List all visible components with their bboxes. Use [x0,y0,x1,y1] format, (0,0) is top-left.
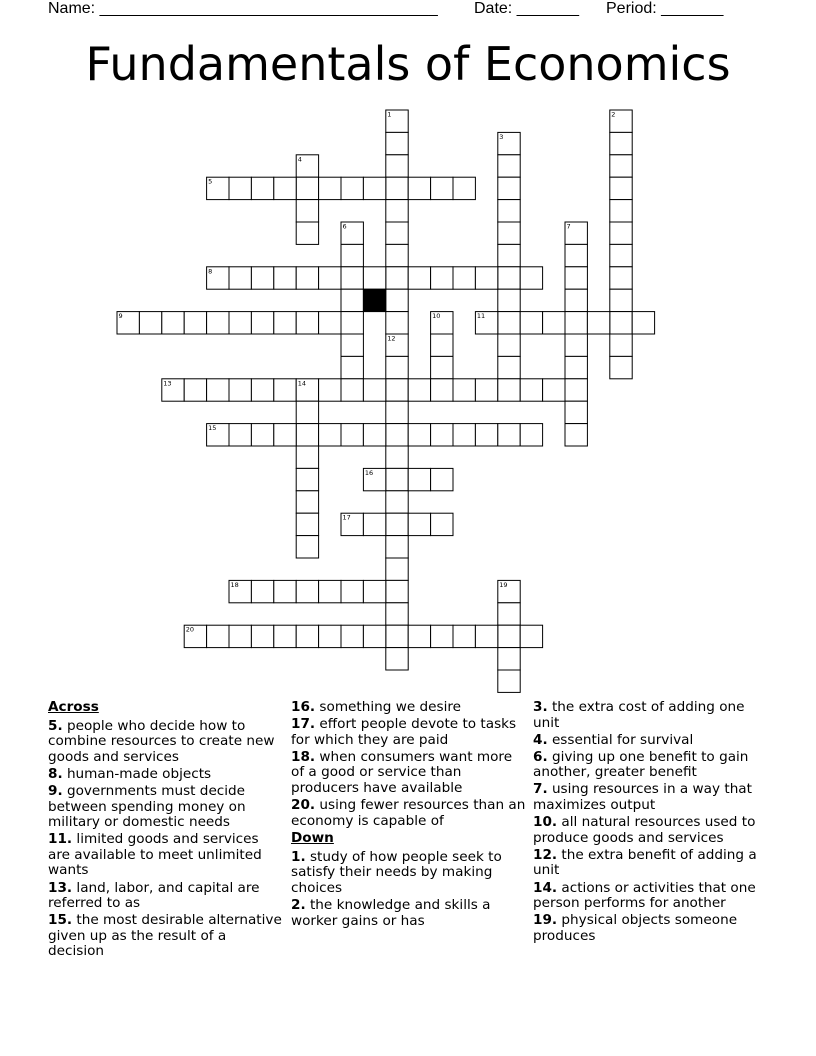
grid-cell[interactable] [386,312,408,334]
grid-cell[interactable] [296,267,318,289]
clue-number: 16. [291,699,316,715]
grid-cell[interactable] [386,401,408,423]
clue-number: 5. [48,717,63,734]
grid-cell[interactable] [543,379,565,401]
grid-cell[interactable] [610,289,632,311]
grid-cell[interactable] [408,513,430,535]
grid-cell[interactable] [453,267,475,289]
clue-number-label: 19 [499,580,508,589]
grid-cell[interactable] [498,200,520,222]
grid-cell[interactable] [431,356,453,378]
grid-cell[interactable] [386,155,408,177]
grid-cell[interactable] [274,267,296,289]
grid-cell[interactable] [408,468,430,490]
grid-cell[interactable] [610,356,632,378]
grid-cell[interactable] [363,625,385,647]
clue-text: essential for survival [547,731,694,748]
clue-number-label: 3 [499,132,504,141]
grid-cell[interactable] [341,334,363,356]
grid-cell[interactable] [498,177,520,199]
grid-cell[interactable] [610,267,632,289]
clue-item [533,913,769,944]
clue-item [533,881,769,912]
grid-cell[interactable] [565,244,587,266]
grid-cell[interactable] [139,312,161,334]
grid-cell[interactable] [274,580,296,602]
grid-cell[interactable] [498,244,520,266]
clue-number: 14. [533,879,558,896]
clue-text: the most desirable alternative given up as the result of a decision [48,912,282,960]
grid-cell[interactable] [498,670,520,692]
grid-cell[interactable] [453,424,475,446]
clue-text: all natural resources used to produce goods and services [533,814,756,846]
clue-text: using fewer resources than an economy is capable of [291,797,526,829]
grid-cell[interactable] [386,648,408,670]
grid-cell[interactable] [498,267,520,289]
grid-cell[interactable] [251,625,273,647]
clue-item [291,700,527,716]
grid-cell[interactable] [296,625,318,647]
clue-text: the extra cost of adding one unit [533,699,745,731]
grid-cell[interactable] [251,177,273,199]
grid-cell[interactable] [520,267,542,289]
grid-cell[interactable] [498,379,520,401]
clue-number-label: 14 [297,379,306,388]
grid-cell[interactable] [229,625,251,647]
grid-cell[interactable] [610,177,632,199]
grid-cell[interactable] [453,177,475,199]
clue-item [291,798,527,829]
grid-cell[interactable] [363,513,385,535]
grid-cell[interactable] [319,177,341,199]
grid-cell[interactable] [543,312,565,334]
clue-number: 2. [291,897,306,914]
grid-cell[interactable] [341,244,363,266]
clue-item [533,733,769,749]
clue-number: 15. [48,912,73,929]
clue-number-label: 10 [432,312,441,321]
grid-cell[interactable] [386,446,408,468]
clue-text: when consumers want more of a good or service than producers have available [291,748,513,796]
grid-cell[interactable] [453,625,475,647]
grid-cell[interactable] [296,513,318,535]
clue-number: 13. [48,879,73,896]
clue-text: limited goods and services are available to meet unlimited wants [48,831,262,879]
grid-cell[interactable] [363,424,385,446]
grid-cell[interactable] [565,379,587,401]
grid-cell[interactable] [498,625,520,647]
name-field[interactable]: Name: ______________________________________ [48,0,438,17]
grid-cell[interactable] [475,267,497,289]
clue-number-label: 6 [342,222,347,231]
grid-cell[interactable] [565,401,587,423]
grid-cell[interactable] [386,289,408,311]
grid-cell[interactable] [408,424,430,446]
grid-cell[interactable] [386,513,408,535]
grid-cell[interactable] [363,267,385,289]
grid-cell[interactable] [386,491,408,513]
grid-cell[interactable] [498,603,520,625]
grid-cell[interactable] [386,177,408,199]
grid-cell[interactable] [229,267,251,289]
grid-cell[interactable] [274,379,296,401]
clue-number: 9. [48,782,63,799]
clue-text: governments must decide between spending money on military or domestic needs [48,782,246,831]
clue-number-label: 13 [163,379,172,388]
clue-number-label: 11 [476,312,486,321]
grid-cell[interactable] [363,177,385,199]
grid-cell[interactable] [498,289,520,311]
clue-number: 7. [533,781,548,798]
grid-cell[interactable] [341,267,363,289]
grid-cell[interactable] [475,379,497,401]
clue-text: the knowledge and skills a worker gains or has [291,897,491,929]
clue-item [48,832,284,879]
grid-cell[interactable] [408,177,430,199]
grid-cell[interactable] [296,446,318,468]
clue-number-label: 1 [387,110,392,119]
grid-cell[interactable] [363,379,385,401]
grid-cell[interactable] [184,379,206,401]
grid-cell[interactable] [296,222,318,244]
grid-cell[interactable] [632,312,654,334]
grid-cell[interactable] [386,558,408,580]
grid-cell[interactable] [386,379,408,401]
clue-item [533,848,769,879]
grid-cell[interactable] [610,132,632,154]
clue-item [533,782,769,813]
grid-cell[interactable] [408,379,430,401]
clue-item [533,700,769,731]
grid-cell[interactable] [610,334,632,356]
clue-text: physical objects someone produces [533,912,738,944]
grid-cell[interactable] [296,177,318,199]
down-clue-list-continued [533,700,769,944]
grid-cell[interactable] [587,312,609,334]
clue-number-label: 20 [185,625,194,634]
grid-cell[interactable] [296,401,318,423]
grid-cell[interactable] [296,200,318,222]
down-heading: Down [291,830,334,847]
grid-cell[interactable] [296,312,318,334]
grid-cell[interactable] [610,200,632,222]
clue-text: human-made objects [62,765,212,782]
grid-cell[interactable] [386,222,408,244]
grid-cell[interactable] [498,648,520,670]
grid-cell[interactable] [341,289,363,311]
clue-number: 12. [533,846,558,863]
grid-cell[interactable] [319,267,341,289]
grid-cell[interactable] [341,379,363,401]
grid-cell[interactable] [431,625,453,647]
grid-cell[interactable] [386,200,408,222]
clue-text: something we desire [315,699,462,715]
clue-number-label: 8 [208,267,213,276]
clue-item [48,913,284,960]
clue-item [48,881,284,912]
grid-cell[interactable] [207,379,229,401]
clue-item [533,815,769,846]
grid-cell[interactable] [386,603,408,625]
clue-number: 1. [291,848,306,865]
clue-item [48,719,284,766]
grid-cell[interactable] [341,625,363,647]
clue-number: 4. [533,731,548,748]
grid-cell[interactable] [610,155,632,177]
clue-number: 19. [533,912,558,929]
clue-number-label: 12 [387,334,396,343]
across-clue-list [48,719,284,960]
grid-cell[interactable] [565,356,587,378]
clue-number-label: 15 [208,424,217,433]
grid-cell[interactable] [498,356,520,378]
page-title: Fundamentals of Economics [85,37,731,91]
clue-number-label: 2 [611,110,616,119]
date-field[interactable]: Date: _______ [474,0,579,17]
clues-column-3 [533,700,769,946]
clue-item [48,784,284,831]
grid-cell[interactable] [251,580,273,602]
grid-cell[interactable] [386,267,408,289]
grid-cell[interactable] [386,424,408,446]
grid-cell[interactable] [296,536,318,558]
grid-cell[interactable] [386,356,408,378]
grid-cell[interactable] [319,424,341,446]
grid-cell[interactable] [229,379,251,401]
across-clue-list-continued [291,700,527,829]
grid-cell[interactable] [274,625,296,647]
grid-cell[interactable] [610,222,632,244]
grid-cell[interactable] [498,424,520,446]
grid-cell[interactable] [251,312,273,334]
clue-number: 20. [291,797,316,814]
clue-number: 10. [533,814,558,831]
grid-cell[interactable] [565,424,587,446]
clue-number-label: 17 [342,513,351,522]
grid-cell[interactable] [207,312,229,334]
grid-cell[interactable] [296,491,318,513]
grid-cell[interactable] [296,424,318,446]
grid-cell[interactable] [251,379,273,401]
clue-text: the extra benefit of adding a unit [533,846,757,879]
grid-cell[interactable] [251,424,273,446]
grid-cell[interactable] [274,424,296,446]
grid-cell[interactable] [431,334,453,356]
grid-cell[interactable] [498,155,520,177]
clue-item [533,750,769,781]
grid-cell[interactable] [565,312,587,334]
clue-number-label: 18 [230,580,239,589]
grid-cell[interactable] [520,312,542,334]
grid-cell[interactable] [229,177,251,199]
clue-text: using resources in a way that maximizes output [533,781,752,814]
across-heading: Across [48,699,99,715]
clue-number: 3. [533,699,548,715]
grid-cell[interactable] [274,177,296,199]
grid-cell[interactable] [520,424,542,446]
grid-cell[interactable] [431,379,453,401]
clue-text: giving up one benefit to gain another, greater benefit [533,748,749,781]
grid-cell[interactable] [341,580,363,602]
grid-cell[interactable] [229,312,251,334]
clue-number: 18. [291,748,316,765]
grid-cell[interactable] [408,625,430,647]
grid-cell[interactable] [341,356,363,378]
grid-cell[interactable] [363,580,385,602]
clue-text: actions or activities that one person performs for another [533,879,756,912]
grid-cell[interactable] [207,625,229,647]
clues-column-2 [291,700,527,931]
clue-item [291,898,527,929]
grid-cell[interactable] [610,244,632,266]
grid-cell[interactable] [431,468,453,490]
clue-text: effort people devote to tasks for which they are paid [291,716,517,748]
clue-text: people who decide how to combine resources to create new goods and services [48,717,275,765]
grid-cell[interactable] [296,580,318,602]
grid-cell[interactable] [319,625,341,647]
grid-cell[interactable] [431,424,453,446]
clue-number-label: 4 [297,155,302,164]
clue-number: 6. [533,748,548,765]
clue-item [48,767,284,783]
grid-cell[interactable] [498,334,520,356]
grid-cell[interactable] [386,625,408,647]
grid-cell[interactable] [386,244,408,266]
clue-number: 8. [48,765,63,782]
grid-cell[interactable] [565,289,587,311]
grid-cell[interactable] [319,379,341,401]
grid-cell[interactable] [431,513,453,535]
grid-cell[interactable] [184,312,206,334]
grid-cell[interactable] [319,580,341,602]
clue-item [291,717,527,748]
clue-number-label: 16 [364,468,374,477]
period-field[interactable]: Period: _______ [606,0,724,17]
grid-cell[interactable] [319,312,341,334]
grid-cell[interactable] [520,625,542,647]
clue-item [291,850,527,897]
clue-text: land, labor, and capital are referred to as [48,879,260,912]
down-clue-list [291,850,527,929]
grid-cell[interactable] [565,267,587,289]
grid-cell[interactable] [475,625,497,647]
clue-number-label: 5 [208,177,213,186]
clue-number: 17. [291,716,316,733]
grid-cell[interactable] [162,312,184,334]
grid-cell[interactable] [386,536,408,558]
grid-cell[interactable] [498,222,520,244]
grid-cell[interactable] [296,468,318,490]
grid-cell[interactable] [565,334,587,356]
clue-number: 11. [48,831,73,848]
grid-cell[interactable] [386,580,408,602]
grid-cell[interactable] [274,312,296,334]
clue-number-label: 7 [566,222,571,231]
clue-number-label: 9 [118,312,123,321]
grid-cell[interactable] [386,468,408,490]
clue-item [291,750,527,797]
grid-cell[interactable] [520,379,542,401]
grid-cell[interactable] [475,424,497,446]
grid-cell[interactable] [386,132,408,154]
grid-cell[interactable] [431,177,453,199]
grid-cell[interactable] [498,312,520,334]
grid-cell[interactable] [341,312,363,334]
grid-cell[interactable] [408,267,430,289]
grid-cell[interactable] [610,312,632,334]
clues-column-1 [48,700,284,962]
grid-cell[interactable] [453,379,475,401]
grid-cell[interactable] [251,267,273,289]
grid-cell[interactable] [229,424,251,446]
grid-cell[interactable] [341,177,363,199]
grid-cell[interactable] [431,267,453,289]
black-square [363,289,385,311]
clue-text: study of how people seek to satisfy their needs by making choices [291,848,502,897]
grid-cell[interactable] [341,424,363,446]
